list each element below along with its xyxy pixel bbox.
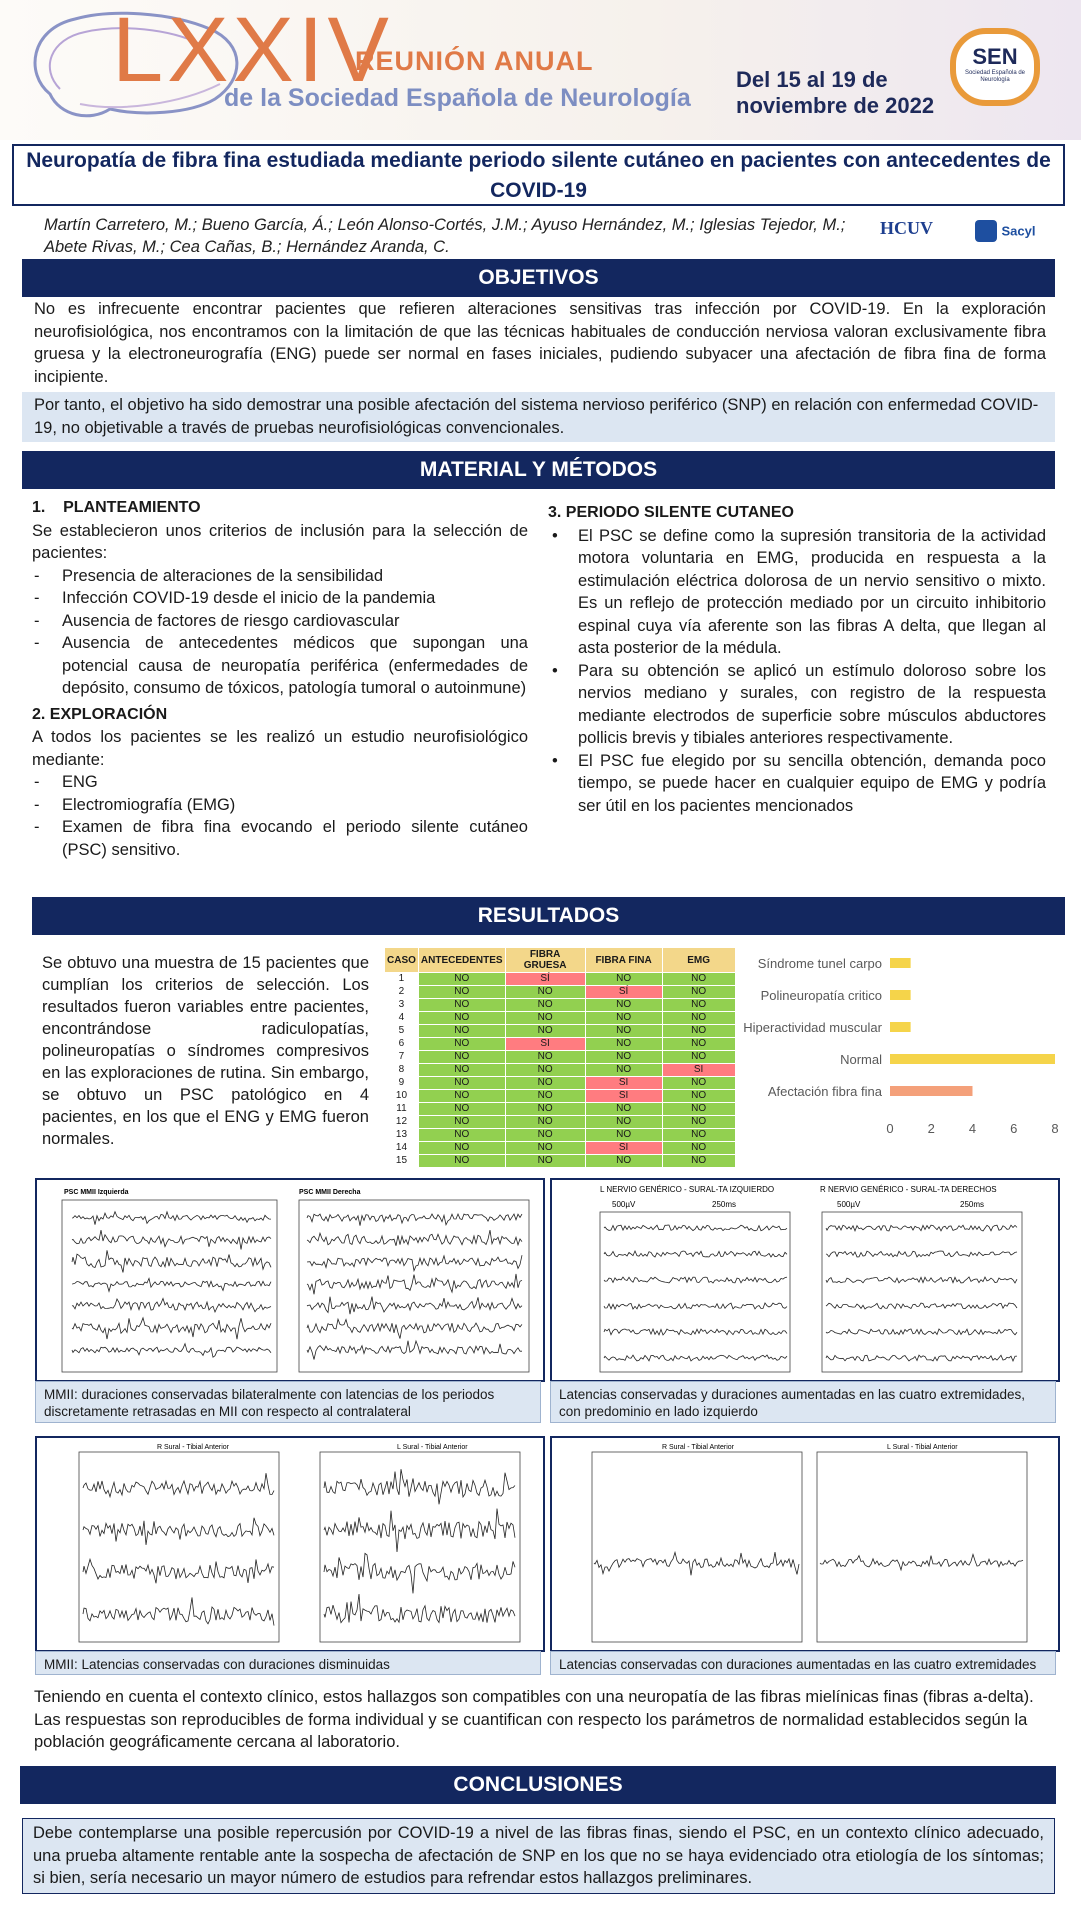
table-cell: NO bbox=[662, 1012, 735, 1025]
emg-trace bbox=[604, 1303, 787, 1309]
table-cell: NO bbox=[585, 1129, 662, 1142]
table-row bbox=[385, 1064, 736, 1077]
table-cell: NO bbox=[662, 1155, 735, 1168]
society-name: de la Sociedad Española de Neurología bbox=[224, 84, 691, 112]
table-cell: NO bbox=[418, 1129, 505, 1142]
table-cell: NO bbox=[585, 999, 662, 1012]
psc-heading: 3. PERIODO SILENTE CUTANEO bbox=[548, 504, 794, 521]
chart-tick-label: 4 bbox=[968, 1121, 977, 1136]
table-header: EMG bbox=[662, 948, 735, 973]
emg-traces-figure-4 bbox=[552, 1438, 1058, 1650]
emg-trace bbox=[604, 1277, 787, 1283]
chart-bar bbox=[890, 1022, 911, 1032]
table-cell: NO bbox=[585, 1155, 662, 1168]
case-number-cell: 15 bbox=[385, 1155, 419, 1168]
emg-trace bbox=[72, 1250, 271, 1272]
table-cell: NO bbox=[418, 999, 505, 1012]
authors bbox=[44, 214, 884, 258]
case-number-cell: 12 bbox=[385, 1116, 419, 1129]
table-cell: NO bbox=[418, 1038, 505, 1051]
table-cell: NO bbox=[585, 1025, 662, 1038]
emg-trace bbox=[594, 1552, 799, 1575]
table-cell: SÍ bbox=[505, 973, 585, 986]
sacyl-cross-icon bbox=[975, 220, 997, 242]
table-row bbox=[385, 999, 736, 1012]
table-cell: NO bbox=[505, 1051, 585, 1064]
figure-four-limbs bbox=[550, 1436, 1060, 1652]
table-header: FIBRA FINA bbox=[585, 948, 662, 973]
emg-trace bbox=[826, 1303, 1017, 1309]
objetivos-paragraph-1: No es infrecuente encontrar pacientes que refieren alteraciones sensitivas tras infección por COVID-19. En la exploración neurofisiológica, nos encontramos con la limitación de que las técnicas habituales de conducción nerviosa valoran exclusivamente fibra gruesa y la electroneurografía (ENG) puede ser normal en fases iniciales, pudiendo subyacer una afectación de fibra fina de forma incipiente. bbox=[34, 300, 1046, 386]
sacyl-logo-text: Sacyl bbox=[1001, 223, 1036, 239]
date-line-2: noviembre de 2022 bbox=[736, 93, 935, 118]
table-cell: NO bbox=[505, 1155, 585, 1168]
list-item: - Examen de fibra fina evocando el periodo silente cutáneo (PSC) sensitivo. bbox=[32, 816, 528, 861]
case-number-cell: 2 bbox=[385, 986, 419, 999]
authors-line-2: Abete Rivas, M.; Cea Cañas, B.; Hernández Aranda, C. bbox=[44, 238, 450, 256]
figure-2-left-time: 250ms bbox=[712, 1200, 737, 1209]
chart-bar bbox=[890, 1054, 1055, 1064]
table-cell: NO bbox=[585, 1038, 662, 1051]
case-number-cell: 7 bbox=[385, 1051, 419, 1064]
table-cell: NO bbox=[418, 1077, 505, 1090]
table-header: CASO bbox=[385, 948, 419, 973]
emg-trace bbox=[83, 1473, 274, 1497]
trace-panel-border bbox=[592, 1452, 802, 1642]
chart-bar bbox=[890, 990, 911, 1000]
planteamiento-intro: Se establecieron unos criterios de inclusión para la selección de pacientes: bbox=[32, 521, 528, 562]
emg-trace bbox=[324, 1594, 515, 1623]
emg-trace bbox=[324, 1469, 515, 1504]
table-cell: NO bbox=[418, 1142, 505, 1155]
planteamiento-number: 1. bbox=[32, 499, 46, 516]
table-cell: NO bbox=[505, 1077, 585, 1090]
emg-trace bbox=[820, 1554, 1023, 1570]
trace-panel-border bbox=[299, 1200, 529, 1372]
table-cell: SI bbox=[585, 1090, 662, 1103]
table-cell: NO bbox=[418, 973, 505, 986]
figure-mmii-sural-ta bbox=[35, 1436, 545, 1652]
figure-1-right-title: PSC MMII Derecha bbox=[299, 1189, 361, 1196]
list-item: - Ausencia de factores de riesgo cardiovascular bbox=[32, 610, 528, 633]
table-cell: SI bbox=[505, 1038, 585, 1051]
table-header: ANTECEDENTES bbox=[418, 948, 505, 973]
table-cell: NO bbox=[585, 1116, 662, 1129]
emg-trace bbox=[83, 1559, 274, 1583]
trace-panel-border bbox=[600, 1212, 790, 1372]
emg-trace bbox=[324, 1509, 515, 1553]
emg-trace bbox=[826, 1329, 1017, 1335]
table-cell: NO bbox=[662, 1077, 735, 1090]
table-row bbox=[385, 1155, 736, 1168]
emg-trace bbox=[72, 1344, 271, 1358]
table-cell: NO bbox=[662, 986, 735, 999]
figure-2-right-title: R NERVIO GENÉRICO - SURAL-TA DERECHOS bbox=[820, 1185, 997, 1194]
table-row bbox=[385, 973, 736, 986]
list-item: - Ausencia de antecedentes médicos que supongan una potencial causa de neuropatía periférica (enfermedades de depósito, consumo de tóxicos, patología tumoral o autoinmune) bbox=[32, 632, 528, 700]
emg-trace bbox=[826, 1251, 1017, 1257]
emg-trace bbox=[72, 1318, 271, 1339]
figure-1-left-title: PSC MMII Izquierda bbox=[64, 1189, 129, 1196]
case-number-cell: 11 bbox=[385, 1103, 419, 1116]
emg-trace bbox=[307, 1230, 522, 1246]
hospital-logo-text: HCUV bbox=[880, 218, 933, 238]
figure-sural-ta bbox=[550, 1178, 1060, 1382]
table-cell: NO bbox=[505, 999, 585, 1012]
diagnosis-bar-chart bbox=[720, 945, 1065, 1155]
chart-category-label: Normal bbox=[840, 1052, 882, 1067]
table-cell: NO bbox=[585, 1103, 662, 1116]
material-right-column bbox=[548, 502, 1046, 817]
exploracion-heading: 2. EXPLORACIÓN bbox=[32, 705, 168, 723]
exploracion-list bbox=[32, 771, 528, 861]
table-cell: NO bbox=[505, 1090, 585, 1103]
emg-trace bbox=[307, 1319, 522, 1338]
chart-tick-label: 8 bbox=[1051, 1121, 1059, 1136]
case-number-cell: 3 bbox=[385, 999, 419, 1012]
caption-figure-2: Latencias conservadas y duraciones aumentadas en las cuatro extremidades, con predominio en lado izquierdo bbox=[550, 1381, 1056, 1423]
emg-trace bbox=[604, 1225, 787, 1231]
figure-psc-mmii bbox=[35, 1178, 545, 1382]
figure-3-left-title: R Sural - Tibial Anterior bbox=[157, 1444, 229, 1451]
list-item: • Para su obtención se aplicó un estímulo doloroso sobre los nervios mediano y surales, con registro de la respuesta mediante electrodos de superficie sobre músculos abductores pollicis brevis y tibiales anteriores respectivamente. bbox=[548, 660, 1046, 750]
table-row bbox=[385, 1051, 736, 1064]
sen-logo-subtext: Sociedad Española de Neurología bbox=[964, 70, 1026, 83]
table-cell: NO bbox=[585, 1064, 662, 1077]
caption-figure-3: MMII: Latencias conservadas con duraciones disminuidas bbox=[35, 1651, 541, 1675]
table-cell: NO bbox=[505, 1103, 585, 1116]
table-cell: NO bbox=[418, 986, 505, 999]
table-cell: NO bbox=[662, 1090, 735, 1103]
discussion-paragraph: Teniendo en cuenta el contexto clínico, estos hallazgos son compatibles con una neuropatía de las fibras mielínicas finas (fibras a-delta). Las respuestas son reproducibles de forma individual y se cuantifican con respecto los parámetros de normalidad establecidos según la población geográficamente cercana al laboratorio. bbox=[34, 1688, 1034, 1751]
table-row bbox=[385, 1129, 736, 1142]
cases-table bbox=[384, 947, 736, 1168]
table-cell: NO bbox=[662, 973, 735, 986]
caption-figure-1: MMII: duraciones conservadas bilateralmente con latencias de los periodos discretamente retrasadas en MII con respecto al contralateral bbox=[35, 1381, 541, 1423]
chart-tick-label: 0 bbox=[886, 1121, 894, 1136]
sen-logo-text: SEN bbox=[972, 44, 1018, 69]
emg-trace bbox=[324, 1553, 515, 1593]
chart-category-label: Afectación fibra fina bbox=[767, 1084, 882, 1099]
trace-panel-border bbox=[817, 1452, 1027, 1642]
table-cell: SÍ bbox=[585, 986, 662, 999]
table-cell: NO bbox=[662, 1116, 735, 1129]
material-heading: MATERIAL Y MÉTODOS bbox=[22, 451, 1055, 489]
figure-2-left-scale: 500µV bbox=[612, 1200, 636, 1209]
table-cell: NO bbox=[662, 1025, 735, 1038]
table-row bbox=[385, 986, 736, 999]
case-number-cell: 14 bbox=[385, 1142, 419, 1155]
case-number-cell: 8 bbox=[385, 1064, 419, 1077]
table-header: FIBRA GRUESA bbox=[505, 948, 585, 973]
table-cell: NO bbox=[418, 1090, 505, 1103]
figure-4-left-title: R Sural - Tibial Anterior bbox=[662, 1444, 734, 1451]
table-cell: NO bbox=[418, 1155, 505, 1168]
table-cell: SI bbox=[585, 1142, 662, 1155]
emg-traces-figure-3 bbox=[37, 1438, 543, 1650]
list-item: - ENG bbox=[32, 771, 528, 794]
sacyl-logo bbox=[975, 220, 1055, 250]
case-number-cell: 1 bbox=[385, 973, 419, 986]
emg-trace bbox=[83, 1597, 274, 1625]
objetivos-paragraph-2: Por tanto, el objetivo ha sido demostrar una posible afectación del sistema nervioso periférico (SNP) en relación con enfermedad COVID-19, no objetivable a través de pruebas neurofisiológicas convencionales. bbox=[22, 392, 1055, 442]
table-row bbox=[385, 1116, 736, 1129]
psc-list bbox=[548, 525, 1046, 818]
case-number-cell: 9 bbox=[385, 1077, 419, 1090]
planteamiento-title: PLANTEAMIENTO bbox=[63, 499, 201, 516]
emg-traces-figure-2 bbox=[552, 1180, 1058, 1380]
emg-trace bbox=[307, 1274, 522, 1294]
table-cell: NO bbox=[418, 1051, 505, 1064]
table-cell: NO bbox=[662, 1142, 735, 1155]
chart-category-label: Hiperactividad muscular bbox=[743, 1020, 882, 1035]
table-cell: NO bbox=[418, 1103, 505, 1116]
table-row bbox=[385, 1025, 736, 1038]
table-cell: NO bbox=[505, 1012, 585, 1025]
emg-trace bbox=[72, 1212, 271, 1225]
chart-category-label: Polineuropatía critico bbox=[760, 988, 882, 1003]
list-item: • El PSC fue elegido por su sencilla obtención, demanda poco tiempo, se puede hacer en cualquier equipo de EMG y podría ser útil en los pacientes mencionados bbox=[548, 750, 1046, 818]
table-cell: SI bbox=[585, 1077, 662, 1090]
emg-trace bbox=[72, 1278, 271, 1291]
authors-line-1: Martín Carretero, M.; Bueno García, Á.; León Alonso-Cortés, J.M.; Ayuso Hernández, M.; Iglesias Tejedor, M.; bbox=[44, 216, 846, 234]
figure-3-right-title: L Sural - Tibial Anterior bbox=[397, 1444, 468, 1451]
hospital-logo bbox=[880, 218, 950, 252]
table-row bbox=[385, 1012, 736, 1025]
emg-trace bbox=[307, 1297, 522, 1315]
emg-trace bbox=[307, 1341, 522, 1360]
conclusiones-text: Debe contemplarse una posible repercusión por COVID-19 a nivel de las fibras finas, siendo el PSC, en un contexto clínico adecuado, una prueba altamente rentable ante la sospecha de afectación de SNP en los que no se haya evidenciado otra etiología de los síntomas; si bien, sería necesario un mayor número de estudios para refrendar estos hallazgos preliminares. bbox=[22, 1818, 1055, 1894]
table-cell: NO bbox=[662, 999, 735, 1012]
figure-4-right-title: L Sural - Tibial Anterior bbox=[887, 1444, 958, 1451]
table-cell: NO bbox=[505, 1025, 585, 1038]
case-number-cell: 6 bbox=[385, 1038, 419, 1051]
table-cell: NO bbox=[585, 1012, 662, 1025]
case-number-cell: 10 bbox=[385, 1090, 419, 1103]
list-item: - Infección COVID-19 desde el inicio de la pandemia bbox=[32, 587, 528, 610]
table-cell: NO bbox=[585, 973, 662, 986]
table-row bbox=[385, 1103, 736, 1116]
emg-trace bbox=[72, 1298, 271, 1312]
table-cell: NO bbox=[505, 1142, 585, 1155]
emg-trace bbox=[826, 1225, 1017, 1231]
date-line-1: Del 15 al 19 de bbox=[736, 67, 888, 92]
chart-bar bbox=[890, 1086, 973, 1096]
case-number-cell: 5 bbox=[385, 1025, 419, 1038]
chart-tick-label: 2 bbox=[927, 1121, 935, 1136]
table-cell: NO bbox=[662, 1051, 735, 1064]
table-cell: NO bbox=[418, 1064, 505, 1077]
table-cell: NO bbox=[505, 1064, 585, 1077]
emg-trace bbox=[72, 1230, 271, 1249]
list-item: - Electromiografía (EMG) bbox=[32, 794, 528, 817]
list-item: - Presencia de alteraciones de la sensibilidad bbox=[32, 565, 528, 588]
figure-2-right-time: 250ms bbox=[960, 1200, 985, 1209]
figure-2-left-title: L NERVIO GENÉRICO - SURAL-TA IZQUIERDO bbox=[600, 1185, 775, 1194]
emg-trace bbox=[826, 1355, 1017, 1361]
table-cell: NO bbox=[585, 1051, 662, 1064]
objetivos-heading: OBJETIVOS bbox=[22, 259, 1055, 297]
table-row bbox=[385, 1090, 736, 1103]
emg-trace bbox=[307, 1255, 522, 1271]
chart-category-label: Síndrome tunel carpo bbox=[757, 956, 882, 971]
trace-panel-border bbox=[822, 1212, 1022, 1372]
emg-trace bbox=[604, 1355, 787, 1361]
exploracion-intro: A todos los pacientes se les realizó un estudio neurofisiológico mediante: bbox=[32, 728, 528, 769]
table-cell: SI bbox=[662, 1064, 735, 1077]
chart-bar bbox=[890, 958, 911, 968]
poster-title: Neuropatía de fibra fina estudiada mediante periodo silente cutáneo en pacientes con antecedentes de COVID-19 bbox=[12, 144, 1065, 206]
case-number-cell: 13 bbox=[385, 1129, 419, 1142]
table-cell: NO bbox=[662, 1129, 735, 1142]
table-cell: NO bbox=[505, 986, 585, 999]
edition-number: LXXIV bbox=[112, 0, 393, 101]
resultados-text: Se obtuvo una muestra de 15 pacientes que cumplían los criterios de selección. Los resultados fueron variables entre pacientes, encontrándose radiculopatías, polineuropatías o síndromes compresivos en las exploraciones de rutina. Sin embargo, se obtuvo un PSC patológico en 4 pacientes, en los que el ENG y EMG fueron normales. bbox=[42, 954, 369, 1148]
table-cell: NO bbox=[505, 1116, 585, 1129]
inclusion-criteria-list bbox=[32, 565, 528, 700]
emg-trace bbox=[604, 1329, 787, 1335]
emg-trace bbox=[604, 1251, 787, 1257]
emg-trace bbox=[826, 1277, 1017, 1283]
emg-traces-figure-1 bbox=[37, 1180, 543, 1380]
table-row bbox=[385, 1038, 736, 1051]
conclusiones-heading: CONCLUSIONES bbox=[20, 1766, 1056, 1804]
resultados-heading: RESULTADOS bbox=[32, 897, 1065, 935]
table-row bbox=[385, 1077, 736, 1090]
table-cell: NO bbox=[662, 1038, 735, 1051]
sen-logo bbox=[950, 28, 1040, 106]
table-cell: NO bbox=[418, 1116, 505, 1129]
table-cell: NO bbox=[418, 1025, 505, 1038]
planteamiento-heading bbox=[32, 497, 528, 520]
table-cell: NO bbox=[418, 1012, 505, 1025]
chart-tick-label: 6 bbox=[1010, 1121, 1018, 1136]
emg-trace bbox=[83, 1518, 274, 1545]
emg-trace bbox=[307, 1214, 522, 1226]
table-row bbox=[385, 1142, 736, 1155]
caption-figure-4: Latencias conservadas con duraciones aumentadas en las cuatro extremidades bbox=[550, 1651, 1056, 1675]
table-cell: NO bbox=[505, 1129, 585, 1142]
reunion-anual-label: REUNIÓN ANUAL bbox=[355, 46, 594, 76]
trace-panel-border bbox=[62, 1200, 277, 1372]
case-number-cell: 4 bbox=[385, 1012, 419, 1025]
conference-header bbox=[0, 0, 1081, 140]
material-left-column bbox=[32, 497, 528, 861]
table-cell: NO bbox=[662, 1103, 735, 1116]
figure-2-right-scale: 500µV bbox=[837, 1200, 861, 1209]
list-item: • El PSC se define como la supresión transitoria de la actividad motora voluntaria en EMG, producida en respuesta a la estimulación eléctrica dolorosa de un nervio sensitivo o mixto. Es un reflejo de protección mediado por un circuito inhibitorio espinal cuya vía aferente son las fibras A delta, que llegan al asta posterior de la médula. bbox=[548, 525, 1046, 660]
